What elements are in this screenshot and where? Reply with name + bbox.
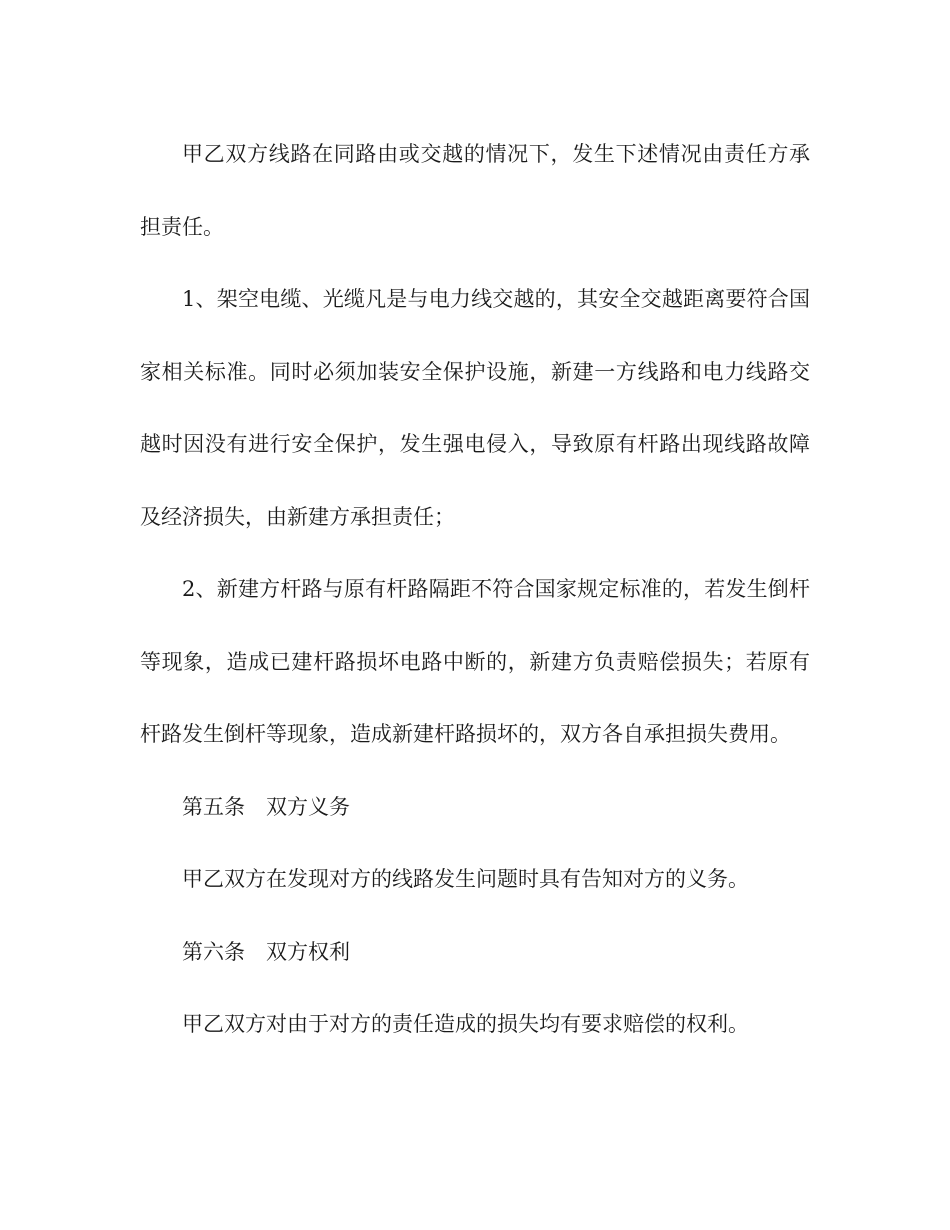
paragraph-liability-intro: 甲乙双方线路在同路由或交越的情况下，发生下述情况由责任方承担责任。 [140,142,810,239]
article-6-body: 甲乙双方对由于对方的责任造成的损失均有要求赔偿的权利。 [182,1012,749,1036]
article-5-body: 甲乙双方在发现对方的线路发生问题时具有告知对方的义务。 [182,867,749,891]
article-5-heading: 第五条 双方义务 [182,794,350,819]
paragraph-clause-1: 1、架空电缆、光缆凡是与电力线交越的，其安全交越距离要符合国家相关标准。同时必须加装安全保护设施，新建一方线路和电力线路交越时因没有进行安全保护，发生强电侵入，导致原有杆路出现线路故障及经济损失，由新建方承担责任； [140,287,810,529]
article-6-heading: 第六条 双方权利 [182,939,350,964]
document-body [140,118,810,1061]
paragraph-clause-2: 2、新建方杆路与原有杆路隔距不符合国家规定标准的，若发生倒杆等现象，造成已建杆路损坏电路中断的，新建方负责赔偿损失；若原有杆路发生倒杆等现象，造成新建杆路损坏的，双方各自承担损失费用。 [140,577,810,746]
